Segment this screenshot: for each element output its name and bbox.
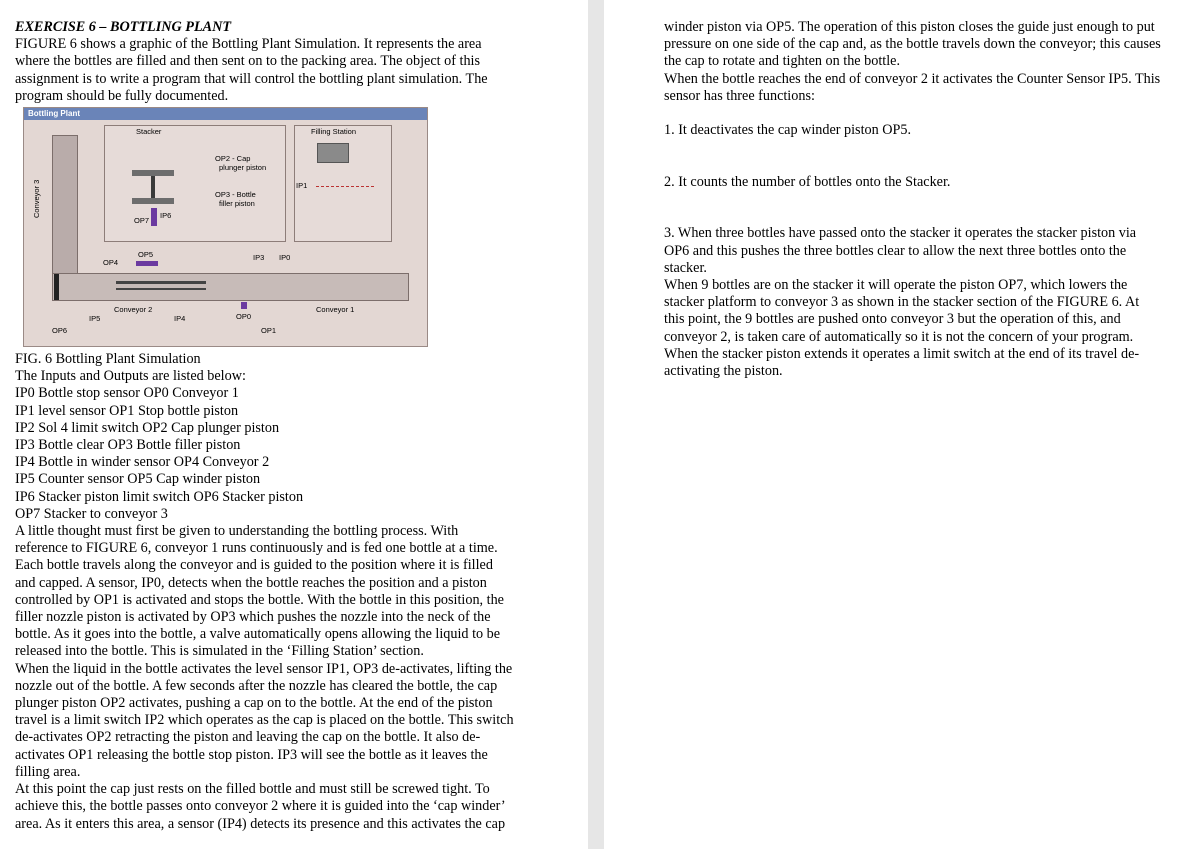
function-item-3: 3. When three bottles have passed onto the stacker it operates the stacker piston via — [664, 225, 1137, 242]
op3-label-2: filler piston — [219, 199, 255, 209]
io-line: IP1 level sensor OP1 Stop bottle piston — [15, 402, 239, 419]
body-line: filler nozzle piston is activated by OP3 which pushes the nozzle into the neck of the — [15, 609, 491, 626]
function-item-3: OP6 and this pushes the three bottles clear to allow the next three bottles onto the — [664, 242, 1127, 259]
body-line: activating the piston. — [664, 362, 783, 379]
body-line: area. As it enters this area, a sensor (IP4) detects its presence and this activates the cap — [15, 815, 506, 832]
intro-line: where the bottles are filled and then sent on to the packing area. The object of this — [15, 53, 481, 70]
conveyor-3-label: Conveyor 3 — [32, 179, 41, 219]
stacker-bottom-platform — [132, 198, 174, 204]
op6-label: OP6 — [52, 326, 68, 336]
page-gutter — [588, 0, 604, 849]
op0-label: OP0 — [236, 312, 252, 322]
op7-label: OP7 — [134, 216, 150, 226]
ip5-label: IP5 — [89, 314, 101, 324]
ip1-label: IP1 — [296, 181, 308, 191]
op0-indicator — [241, 302, 247, 309]
op5-indicator — [136, 261, 158, 266]
ip4-label: IP4 — [174, 314, 186, 324]
body-line: Each bottle travels along the conveyor and is guided to the position where it is filled — [15, 557, 493, 574]
conveyors-1-2 — [52, 273, 409, 301]
body-line: When the liquid in the bottle activates the level sensor IP1, OP3 de-activates, lifting the — [15, 660, 513, 677]
body-line: activates OP1 releasing the bottle stop piston. IP3 will see the bottle as it leaves the — [15, 746, 488, 763]
op5-label: OP5 — [138, 250, 154, 260]
function-item-3: stacker. — [664, 259, 707, 276]
intro-line: FIGURE 6 shows a graphic of the Bottling Plant Simulation. It represents the area — [15, 36, 482, 53]
io-line: IP3 Bottle clear OP3 Bottle filler piston — [15, 437, 241, 454]
body-line: nozzle out of the bottle. A few seconds after the nozzle has cleared the bottle, the cap — [15, 677, 498, 694]
function-item-1: 1. It deactivates the cap winder piston OP5. — [664, 122, 912, 139]
op7-indicator — [151, 208, 157, 226]
stacker-label: Stacker — [136, 127, 162, 137]
ip3-label: IP3 — [253, 253, 265, 263]
conveyor-3 — [52, 135, 78, 275]
cap-winder-guide-lower — [116, 288, 206, 290]
io-line: IP5 Counter sensor OP5 Cap winder piston — [15, 471, 261, 488]
left-column — [15, 19, 575, 833]
body-line: the cap to rotate and tighten on the bottle. — [664, 53, 900, 70]
exercise-title: EXERCISE 6 – BOTTLING PLANT — [15, 19, 231, 35]
body-line: de-activates OP2 retracting the piston and leaving the cap on the bottle. It also de- — [15, 729, 481, 746]
body-line: controlled by OP1 is activated and stops the bottle. With the bottle in this position, the — [15, 591, 504, 608]
body-line: stacker platform to conveyor 3 as shown in the stacker section of the FIGURE 6. At — [664, 294, 1140, 311]
filling-station-label: Filling Station — [311, 127, 357, 137]
stacker-panel — [104, 125, 286, 242]
filling-station-head — [317, 143, 349, 163]
function-item-2: 2. It counts the number of bottles onto the Stacker. — [664, 173, 951, 190]
io-line: IP0 Bottle stop sensor OP0 Conveyor 1 — [15, 385, 239, 402]
ip1-beam — [316, 186, 374, 187]
intro-line: program should be fully documented. — [15, 87, 229, 104]
op3-label: OP3 - Bottle — [215, 190, 256, 200]
io-line: The Inputs and Outputs are listed below: — [15, 368, 246, 385]
cap-winder-guide — [116, 281, 206, 284]
io-line: OP7 Stacker to conveyor 3 — [15, 505, 168, 522]
body-line: bottle. As it goes into the bottle, a valve automatically opens allowing the liquid to be — [15, 626, 501, 643]
right-column — [664, 19, 1194, 380]
ip6-label: IP6 — [160, 211, 172, 221]
stacker-pusher — [54, 274, 59, 300]
body-line: pressure on one side of the cap and, as the bottle travels down the conveyor; this causes — [664, 36, 1161, 53]
stacker-shaft — [151, 176, 155, 198]
bottling-plant-figure — [23, 107, 428, 347]
body-line: At this point the cap just rests on the filled bottle and must still be screwed tight. To — [15, 781, 490, 798]
op2-label-2: plunger piston — [219, 163, 267, 173]
io-line: IP6 Stacker piston limit switch OP6 Stacker piston — [15, 488, 304, 505]
body-line: and capped. A sensor, IP0, detects when the bottle reaches the position and a piston — [15, 574, 487, 591]
figure-window-title: Bottling Plant — [24, 108, 427, 120]
body-line: When 9 bottles are on the stacker it will operate the piston OP7, which lowers the — [664, 276, 1128, 293]
body-line: winder piston via OP5. The operation of this piston closes the guide just enough to put — [664, 19, 1155, 35]
body-line: reference to FIGURE 6, conveyor 1 runs continuously and is fed one bottle at a time. — [15, 540, 498, 557]
left-page — [0, 0, 588, 849]
body-line: filling area. — [15, 763, 81, 780]
body-line: released into the bottle. This is simulated in the ‘Filling Station’ section. — [15, 643, 424, 660]
body-line: sensor has three functions: — [664, 87, 815, 104]
conveyor-2-label: Conveyor 2 — [114, 305, 153, 315]
body-line: plunger piston OP2 activates, pushing a cap on to the bottle. At the end of the piston — [15, 695, 493, 712]
io-line: IP2 Sol 4 limit switch OP2 Cap plunger piston — [15, 419, 280, 436]
conveyor-1-label: Conveyor 1 — [316, 305, 355, 315]
op1-label: OP1 — [261, 326, 277, 336]
body-line: A little thought must first be given to understanding the bottling process. With — [15, 523, 459, 540]
figure-caption: FIG. 6 Bottling Plant Simulation — [15, 351, 201, 368]
intro-line: assignment is to write a program that will control the bottling plant simulation. The — [15, 70, 488, 87]
io-line: IP4 Bottle in winder sensor OP4 Conveyor 2 — [15, 454, 270, 471]
op2-label: OP2 - Cap — [215, 154, 251, 164]
body-line: this point, the 9 bottles are pushed onto conveyor 3 but the operation of this, and — [664, 311, 1121, 328]
ip0-label: IP0 — [279, 253, 291, 263]
right-page — [604, 0, 1204, 849]
op4-label: OP4 — [103, 258, 119, 268]
body-line: achieve this, the bottle passes onto conveyor 2 where it is guided into the ‘cap winder’ — [15, 798, 506, 815]
body-line: travel is a limit switch IP2 which operates as the cap is placed on the bottle. This switch — [15, 712, 514, 729]
body-line: conveyor 2, is taken care of automatically so it is not the concern of your program. — [664, 328, 1134, 345]
body-line: When the stacker piston extends it operates a limit switch at the end of its travel de- — [664, 345, 1140, 362]
body-line: When the bottle reaches the end of conveyor 2 it activates the Counter Sensor IP5. This — [664, 70, 1161, 87]
